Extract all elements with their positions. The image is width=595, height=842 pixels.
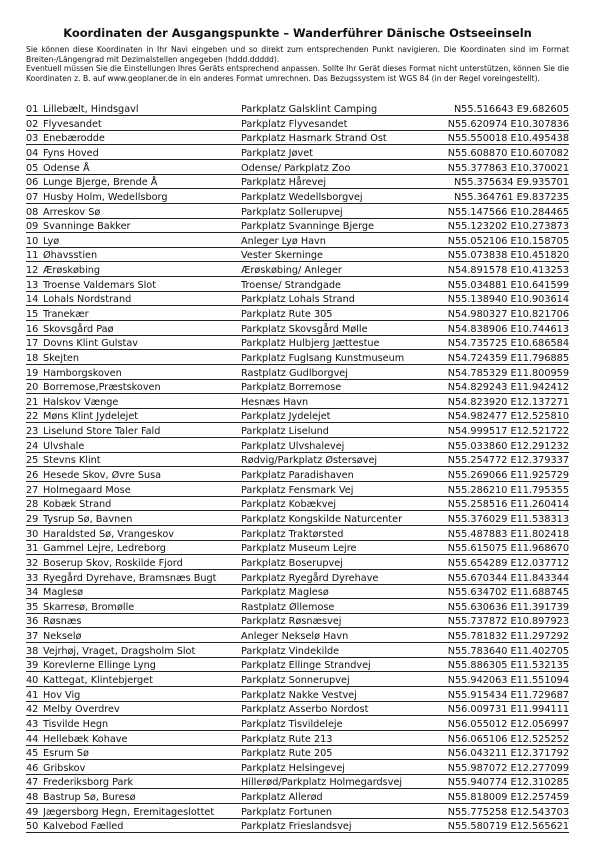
table-row	[26, 584, 569, 599]
parking-location: Parkplatz Jydelejet	[241, 408, 431, 423]
table-row	[26, 291, 569, 306]
start-point-name: Lillebælt, Hindsgavl	[43, 101, 241, 115]
table-row	[26, 482, 569, 497]
parking-location: Parkplatz Hårevej	[241, 174, 431, 189]
table-row	[26, 687, 569, 702]
parking-location: Rødvig/Parkplatz Østersøvej	[241, 452, 431, 467]
table-row	[26, 364, 569, 379]
table-row	[26, 643, 569, 658]
start-point-name: Svanninge Bakker	[43, 218, 241, 233]
row-number: 38	[26, 643, 43, 658]
table-row	[26, 540, 569, 555]
start-point-name: Gammel Lejre, Ledreborg	[43, 540, 241, 555]
coordinates: N55.775258 E12.543703	[431, 804, 569, 819]
table-row	[26, 760, 569, 775]
start-point-name: Enebærodde	[43, 130, 241, 145]
coordinates: N55.987072 E12.277099	[431, 760, 569, 775]
start-point-name: Hellebæk Kohave	[43, 730, 241, 745]
table-row	[26, 716, 569, 731]
start-point-name: Kobæk Strand	[43, 496, 241, 511]
start-point-name: Bastrup Sø, Buresø	[43, 789, 241, 804]
start-point-name: Tysrup Sø, Bavnen	[43, 511, 241, 526]
coordinates: N55.886305 E11.532135	[431, 657, 569, 672]
coordinates: N55.654289 E12.037712	[431, 555, 569, 570]
parking-location: Troense/ Strandgade	[241, 277, 431, 292]
row-number: 22	[26, 408, 43, 423]
parking-location: Parkplatz Asserbo Nordost	[241, 701, 431, 716]
parking-location: Parkplatz Allerød	[241, 789, 431, 804]
parking-location: Parkplatz Frieslandsvej	[241, 818, 431, 833]
row-number: 46	[26, 760, 43, 775]
coordinates: N54.823920 E12.137271	[431, 394, 569, 409]
coordinates: N55.516643 E9.682605	[431, 101, 569, 115]
parking-location: Parkplatz Rute 205	[241, 745, 431, 760]
row-number: 01	[26, 101, 43, 115]
coordinates: N55.375634 E9.935701	[431, 174, 569, 189]
coordinates: N55.783640 E11.402705	[431, 643, 569, 658]
start-point-name: Lohals Nordstrand	[43, 291, 241, 306]
parking-location: Parkplatz Ryegård Dyrehave	[241, 569, 431, 584]
row-number: 32	[26, 555, 43, 570]
parking-location: Parkplatz Skovsgård Mølle	[241, 320, 431, 335]
parking-location: Parkplatz Flyvesandet	[241, 116, 431, 131]
coordinates: N56.009731 E11.994111	[431, 701, 569, 716]
table-row	[26, 452, 569, 467]
parking-location: Parkplatz Rute 213	[241, 730, 431, 745]
table-row	[26, 247, 569, 262]
parking-location: Parkplatz Vindekilde	[241, 643, 431, 658]
row-number: 43	[26, 716, 43, 731]
table-row	[26, 277, 569, 292]
row-number: 11	[26, 247, 43, 262]
coordinates: N54.982477 E12.525810	[431, 408, 569, 423]
row-number: 42	[26, 701, 43, 716]
start-point-name: Ryegård Dyrehave, Bramsnæs Bugt	[43, 569, 241, 584]
parking-location: Rastplatz Gudlborgvej	[241, 364, 431, 379]
coordinates: N55.634702 E11.688745	[431, 584, 569, 599]
intro-paragraph-2: Eventuell müssen Sie die Einstellungen Ihres Geräts entsprechend anpassen. Sollte Ihr Gerät dieses Format nicht unterstützen, können Sie die Koordinaten z. B. auf www.geoplaner.de in ein anderes Format umrechnen. Das Bezugssystem ist WGS 84 (in der Regel voreingestellt).	[26, 64, 569, 83]
coordinates: N55.550018 E10.495438	[431, 130, 569, 145]
table-row	[26, 818, 569, 833]
row-number: 27	[26, 482, 43, 497]
coordinates: N55.254772 E12.379337	[431, 452, 569, 467]
coordinates: N55.258516 E11.260414	[431, 496, 569, 511]
parking-location: Parkplatz Jøvet	[241, 145, 431, 160]
parking-location: Parkplatz Ellinge Strandvej	[241, 657, 431, 672]
coordinates: N55.052106 E10.158705	[431, 233, 569, 248]
parking-location: Anleger Lyø Havn	[241, 233, 431, 248]
row-number: 30	[26, 525, 43, 540]
row-number: 49	[26, 804, 43, 819]
start-point-name: Kalvebod Fælled	[43, 818, 241, 833]
start-point-name: Nekselø	[43, 628, 241, 643]
start-point-name: Korevlerne Ellinge Lyng	[43, 657, 241, 672]
parking-location: Parkplatz Fuglsang Kunstmuseum	[241, 350, 431, 365]
parking-location: Parkplatz Paradishaven	[241, 467, 431, 482]
coordinates: N55.670344 E11.843344	[431, 569, 569, 584]
coordinates: N55.123202 E10.273873	[431, 218, 569, 233]
parking-location: Hillerød/Parkplatz Holmegardsvej	[241, 774, 431, 789]
start-point-name: Lyø	[43, 233, 241, 248]
coordinates: N56.043211 E12.371792	[431, 745, 569, 760]
row-number: 47	[26, 774, 43, 789]
parking-location: Parkplatz Kobækvej	[241, 496, 431, 511]
table-row	[26, 672, 569, 687]
start-point-name: Øhavsstien	[43, 247, 241, 262]
start-point-name: Liselund Store Taler Fald	[43, 423, 241, 438]
table-row	[26, 774, 569, 789]
start-point-name: Troense Valdemars Slot	[43, 277, 241, 292]
coordinates: N55.364761 E9.837235	[431, 189, 569, 204]
row-number: 40	[26, 672, 43, 687]
row-number: 03	[26, 130, 43, 145]
row-number: 17	[26, 335, 43, 350]
row-number: 25	[26, 452, 43, 467]
table-row	[26, 320, 569, 335]
start-point-name: Haraldsted Sø, Vrangeskov	[43, 525, 241, 540]
start-point-name: Holmegaard Mose	[43, 482, 241, 497]
table-row	[26, 555, 569, 570]
row-number: 06	[26, 174, 43, 189]
table-row	[26, 159, 569, 174]
parking-location: Parkplatz Nakke Vestvej	[241, 687, 431, 702]
coordinates: N54.980327 E10.821706	[431, 306, 569, 321]
table-row	[26, 350, 569, 365]
parking-location: Parkplatz Liselund	[241, 423, 431, 438]
coordinates: N55.487883 E11.802418	[431, 525, 569, 540]
table-row	[26, 203, 569, 218]
intro-paragraph-1: Sie können diese Koordinaten in Ihr Navi eingeben und so direkt zum entsprechenden Punkt navigieren. Die Koordinaten sind im Format Breiten-/Längengrad mit Dezimalstellen angegeben (hddd.ddddd).	[26, 45, 569, 64]
start-point-name: Maglesø	[43, 584, 241, 599]
row-number: 19	[26, 364, 43, 379]
coordinates: N55.033860 E12.291232	[431, 438, 569, 453]
table-row	[26, 262, 569, 277]
parking-location: Odense/ Parkplatz Zoo	[241, 159, 431, 174]
parking-location: Parkplatz Lohals Strand	[241, 291, 431, 306]
parking-location: Vester Skerninge	[241, 247, 431, 262]
start-point-name: Hesede Skov, Øvre Susa	[43, 467, 241, 482]
table-row	[26, 306, 569, 321]
parking-location: Parkplatz Hasmark Strand Ost	[241, 130, 431, 145]
table-row	[26, 438, 569, 453]
coordinates: N55.286210 E11.795355	[431, 482, 569, 497]
start-point-name: Gribskov	[43, 760, 241, 775]
row-number: 08	[26, 203, 43, 218]
start-point-name: Boserup Skov, Roskilde Fjord	[43, 555, 241, 570]
row-number: 23	[26, 423, 43, 438]
parking-location: Parkplatz Sollerupvej	[241, 203, 431, 218]
table-row	[26, 408, 569, 423]
table-row	[26, 218, 569, 233]
start-point-name: Ulvshale	[43, 438, 241, 453]
coordinates: N55.580719 E12.565621	[431, 818, 569, 833]
row-number: 36	[26, 613, 43, 628]
coordinates: N54.838906 E10.744613	[431, 320, 569, 335]
coordinates: N55.376029 E11.538313	[431, 511, 569, 526]
parking-location: Parkplatz Fensmark Vej	[241, 482, 431, 497]
row-number: 44	[26, 730, 43, 745]
table-row	[26, 335, 569, 350]
table-row	[26, 525, 569, 540]
row-number: 28	[26, 496, 43, 511]
start-point-name: Lunge Bjerge, Brende Å	[43, 174, 241, 189]
start-point-name: Møns Klint Jydelejet	[43, 408, 241, 423]
row-number: 16	[26, 320, 43, 335]
row-number: 26	[26, 467, 43, 482]
row-number: 34	[26, 584, 43, 599]
row-number: 07	[26, 189, 43, 204]
start-point-name: Hov Vig	[43, 687, 241, 702]
intro-text	[26, 45, 569, 83]
row-number: 13	[26, 277, 43, 292]
row-number: 24	[26, 438, 43, 453]
coordinates: N55.818009 E12.257459	[431, 789, 569, 804]
coordinates: N54.724359 E11.796885	[431, 350, 569, 365]
row-number: 50	[26, 818, 43, 833]
row-number: 29	[26, 511, 43, 526]
start-point-name: Vejrhøj, Vraget, Dragsholm Slot	[43, 643, 241, 658]
coordinates: N54.891578 E10.413253	[431, 262, 569, 277]
coordinates: N54.999517 E12.521722	[431, 423, 569, 438]
row-number: 39	[26, 657, 43, 672]
start-point-name: Ærøskøbing	[43, 262, 241, 277]
table-row	[26, 145, 569, 160]
parking-location: Rastplatz Øllemose	[241, 599, 431, 614]
start-point-name: Fyns Hoved	[43, 145, 241, 160]
coordinates: N56.065106 E12.525252	[431, 730, 569, 745]
table-row	[26, 101, 569, 115]
parking-location: Parkplatz Rute 305	[241, 306, 431, 321]
start-point-name: Borremose,Præstskoven	[43, 379, 241, 394]
row-number: 12	[26, 262, 43, 277]
parking-location: Parkplatz Ulvshalevej	[241, 438, 431, 453]
parking-location: Parkplatz Kongskilde Naturcenter	[241, 511, 431, 526]
parking-location: Anleger Nekselø Havn	[241, 628, 431, 643]
row-number: 33	[26, 569, 43, 584]
table-row	[26, 730, 569, 745]
start-point-name: Skovsgård Paø	[43, 320, 241, 335]
table-row	[26, 569, 569, 584]
row-number: 18	[26, 350, 43, 365]
row-number: 35	[26, 599, 43, 614]
start-point-name: Flyvesandet	[43, 116, 241, 131]
table-row	[26, 789, 569, 804]
table-row	[26, 467, 569, 482]
coordinates: N54.735725 E10.686584	[431, 335, 569, 350]
coordinates: N54.785329 E11.800959	[431, 364, 569, 379]
row-number: 21	[26, 394, 43, 409]
coordinates: N55.915434 E11.729687	[431, 687, 569, 702]
row-number: 05	[26, 159, 43, 174]
table-row	[26, 394, 569, 409]
parking-location: Parkplatz Galsklint Camping	[241, 101, 431, 115]
table-row	[26, 804, 569, 819]
parking-location: Parkplatz Sonnerupvej	[241, 672, 431, 687]
table-row	[26, 379, 569, 394]
table-row	[26, 189, 569, 204]
table-row	[26, 628, 569, 643]
table-row	[26, 511, 569, 526]
table-row	[26, 423, 569, 438]
start-point-name: Halskov Vænge	[43, 394, 241, 409]
parking-location: Parkplatz Traktørsted	[241, 525, 431, 540]
parking-location: Parkplatz Museum Lejre	[241, 540, 431, 555]
table-row	[26, 701, 569, 716]
coordinates: N56.055012 E12.056997	[431, 716, 569, 731]
start-point-name: Kattegat, Klintebjerget	[43, 672, 241, 687]
start-point-name: Tranekær	[43, 306, 241, 321]
coordinates-table	[26, 101, 569, 833]
parking-location: Parkplatz Boserupvej	[241, 555, 431, 570]
coordinates: N54.829243 E11.942412	[431, 379, 569, 394]
coordinates: N55.942063 E11.551094	[431, 672, 569, 687]
parking-location: Parkplatz Fortunen	[241, 804, 431, 819]
parking-location: Ærøskøbing/ Anleger	[241, 262, 431, 277]
table-row	[26, 130, 569, 145]
coordinates: N55.940774 E12.310285	[431, 774, 569, 789]
start-point-name: Esrum Sø	[43, 745, 241, 760]
row-number: 15	[26, 306, 43, 321]
parking-location: Hesnæs Havn	[241, 394, 431, 409]
start-point-name: Tisvilde Hegn	[43, 716, 241, 731]
table-row	[26, 233, 569, 248]
table-row	[26, 496, 569, 511]
row-number: 31	[26, 540, 43, 555]
start-point-name: Skarresø, Bromølle	[43, 599, 241, 614]
start-point-name: Dovns Klint Gulstav	[43, 335, 241, 350]
coordinates-table-body	[26, 101, 569, 833]
document-page	[26, 26, 569, 833]
row-number: 20	[26, 379, 43, 394]
row-number: 37	[26, 628, 43, 643]
start-point-name: Skejten	[43, 350, 241, 365]
parking-location: Parkplatz Svanninge Bjerge	[241, 218, 431, 233]
row-number: 02	[26, 116, 43, 131]
parking-location: Parkplatz Tisvildeleje	[241, 716, 431, 731]
table-row	[26, 657, 569, 672]
start-point-name: Arreskov Sø	[43, 203, 241, 218]
coordinates: N55.377863 E10.370021	[431, 159, 569, 174]
start-point-name: Frederiksborg Park	[43, 774, 241, 789]
start-point-name: Husby Holm, Wedellsborg	[43, 189, 241, 204]
coordinates: N55.073838 E10.451820	[431, 247, 569, 262]
parking-location: Parkplatz Maglesø	[241, 584, 431, 599]
coordinates: N55.608870 E10.607082	[431, 145, 569, 160]
parking-location: Parkplatz Røsnæsvej	[241, 613, 431, 628]
coordinates: N55.034881 E10.641599	[431, 277, 569, 292]
coordinates: N55.147566 E10.284465	[431, 203, 569, 218]
row-number: 48	[26, 789, 43, 804]
parking-location: Parkplatz Helsingevej	[241, 760, 431, 775]
coordinates: N55.630636 E11.391739	[431, 599, 569, 614]
start-point-name: Røsnæs	[43, 613, 241, 628]
row-number: 10	[26, 233, 43, 248]
start-point-name: Stevns Klint	[43, 452, 241, 467]
table-row	[26, 613, 569, 628]
coordinates: N55.737872 E10.897923	[431, 613, 569, 628]
start-point-name: Hamborgskoven	[43, 364, 241, 379]
row-number: 04	[26, 145, 43, 160]
start-point-name: Jægersborg Hegn, Eremitageslottet	[43, 804, 241, 819]
table-row	[26, 116, 569, 131]
coordinates: N55.269066 E11.925729	[431, 467, 569, 482]
row-number: 09	[26, 218, 43, 233]
start-point-name: Melby Overdrev	[43, 701, 241, 716]
table-row	[26, 745, 569, 760]
page-title: Koordinaten der Ausgangspunkte – Wanderführer Dänische Ostseeinseln	[63, 26, 532, 40]
start-point-name: Odense Å	[43, 159, 241, 174]
row-number: 45	[26, 745, 43, 760]
parking-location: Parkplatz Hulbjerg Jættestue	[241, 335, 431, 350]
coordinates: N55.138940 E10.903614	[431, 291, 569, 306]
table-row	[26, 599, 569, 614]
row-number: 41	[26, 687, 43, 702]
parking-location: Parkplatz Wedellsborgvej	[241, 189, 431, 204]
table-row	[26, 174, 569, 189]
coordinates: N55.615075 E11.968670	[431, 540, 569, 555]
parking-location: Parkplatz Borremose	[241, 379, 431, 394]
coordinates: N55.620974 E10.307836	[431, 116, 569, 131]
row-number: 14	[26, 291, 43, 306]
coordinates: N55.781832 E11.297292	[431, 628, 569, 643]
